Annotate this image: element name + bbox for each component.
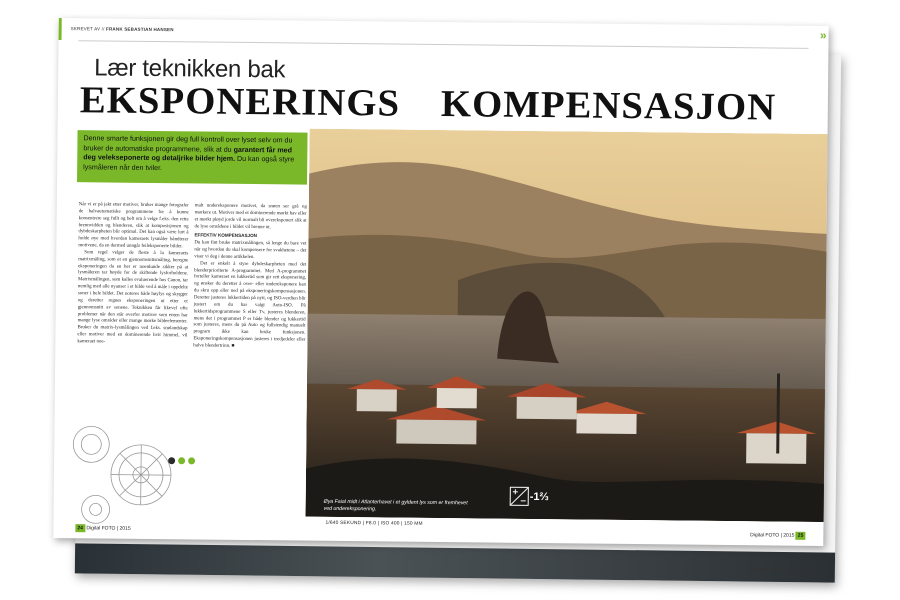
- exposure-value: -1⅔: [529, 490, 549, 504]
- col1-paragraph-2: Som regel velger de fleste å la kameraets matrixmåling, som et en gjennomsnittsmåling, beregne eksponeringen da en her er noenlunde sikker på at lysmåleren tar høyde for de skiftende lysforholdene. Matrixmålingen, som kalles evaluerende hos Canon, tar nemlig med alle nyanser i et bilde ved å måle i oppdelte soner i hele bildet. Det noteres både høylys og skygger og deretter regnes eksponeringen ut etter et gjennomsnitt av sonene. Teknikken får likevel ofte problemer når den står overfor motiver som enten har mange lyse områder eller mange mørke bildeelementer. Bruker du matrix-lysmålingen ved f.eks. snølandskap eller motiver med en dominerende hvit himmel, vil kameraet noe-: [77, 250, 189, 345]
- dot-green-1: [178, 457, 185, 464]
- footer-right: [750, 531, 805, 540]
- byline-prefix: SKREVET AV //: [70, 26, 105, 32]
- byline: [71, 26, 174, 32]
- article-kicker: Lær teknikken bak: [94, 54, 286, 84]
- left-page-number: 24: [75, 524, 85, 532]
- right-magazine-name: Digital FOTO | 2015: [750, 532, 795, 539]
- left-magazine-name: Digital FOTO | 2015: [86, 525, 131, 532]
- header-accent-bar: [59, 18, 62, 40]
- article-headline: [80, 78, 829, 130]
- next-arrows-icon: »: [819, 27, 825, 43]
- intro-text-1: Denne smarte funksjonen gir deg full kontroll over lyset selv om du bruker de automatiske programmene, slik at du: [83, 134, 293, 154]
- right-page-number: 25: [796, 532, 806, 540]
- back-page-footer: Digital FOTO | 2015 | 37: [752, 567, 817, 575]
- photo-caption: Øya Faial midt i Atlanterhavet i et gyldent lys som er fremhevet ved undereksponering.: [323, 498, 468, 513]
- landscape-photo: [306, 129, 829, 522]
- exposure-compensation-icon: [510, 487, 529, 506]
- footer-left: [75, 524, 130, 533]
- col2-paragraph-1: malt undereksponere motivet, da snøen ser grå og mørkere ut. Motiver med et dominerende mørkt hav eller et mørkt pløyd jorde vil normalt bli overeksponert slik at de lyse områdene i bildet vil brenne ut.: [194, 203, 307, 230]
- dot-dark: [168, 457, 175, 464]
- col2-paragraph-3: Det er enkelt å styre dybdeskarpheten med det blenderprioriterte A-programmet. Med A-programmet forteller kameraet en lukkertid som gir rett eksponering, og ønsker du deretter å over- eller undereksponere kan du skru opp eller ned på eksponeringskompensasjonen. Deretter justeres lukkertiden på nytt, og ISO-verdien blir justert om du har valgt Auto-ISO. På lukkertidsprogrammene S eller Tv, justeres blenderen, mens det i programmet P er både blender og lukkertid som justeres, mens du på Auto og fullstendig manuelt program ikke kan bruke funksjonen. Eksponeringskompensasjonen justeres i tredjedeler eller halve blendertrinn. ■: [193, 261, 307, 349]
- intro-text-bold: garantert får med deg velekseponerte og detaljrike bilder hjem.: [83, 145, 293, 164]
- byline-author: FRANK SEBASTIAN HANSEN: [106, 26, 174, 33]
- headline-word-1: EKSPONERINGS: [79, 79, 401, 125]
- back-page-photo-strip: [75, 543, 835, 582]
- text-column-1: [77, 202, 188, 347]
- dot-green-2: [188, 457, 195, 464]
- col1-paragraph-1: Når vi er på jakt etter motiver, bruker mange fotografer de halvautomatiske programmene for å kunne konsentrere seg fullt og helt om å velge f.eks. den rette brennvidden og blenderen, slik at komposisjonen og dybdeskarpheten blir optimal. Det kan også være lurt å holde øye med hvordan kameraets lysmåler håndterer motivene, da en dermed unngår feileksponerte bilder.: [78, 202, 189, 250]
- intro-box: [77, 130, 308, 184]
- headline-word-2: KOMPENSASJON: [440, 82, 777, 129]
- col2-paragraph-2: Du kan fint bruke matrixmålingen, så lenge du bare vet når og hvordan du skal kompensere for svakhetene – det viser vi deg i denne artikkelen.: [194, 240, 307, 260]
- header-rule: [79, 26, 809, 49]
- magazine-spread: [53, 18, 828, 546]
- exif-info: 1/640 SEKUND | F8.0 | ISO 400 | 150 MM: [325, 520, 423, 527]
- col2-heading: EFFEKTIV KOMPENSASJON: [194, 232, 258, 239]
- intro-text-2: Du kan også styre lysmåleren når den tviler.: [83, 155, 295, 172]
- decorative-dots: [168, 451, 198, 469]
- photo-illustration: [306, 129, 829, 522]
- text-column-2: [193, 203, 307, 351]
